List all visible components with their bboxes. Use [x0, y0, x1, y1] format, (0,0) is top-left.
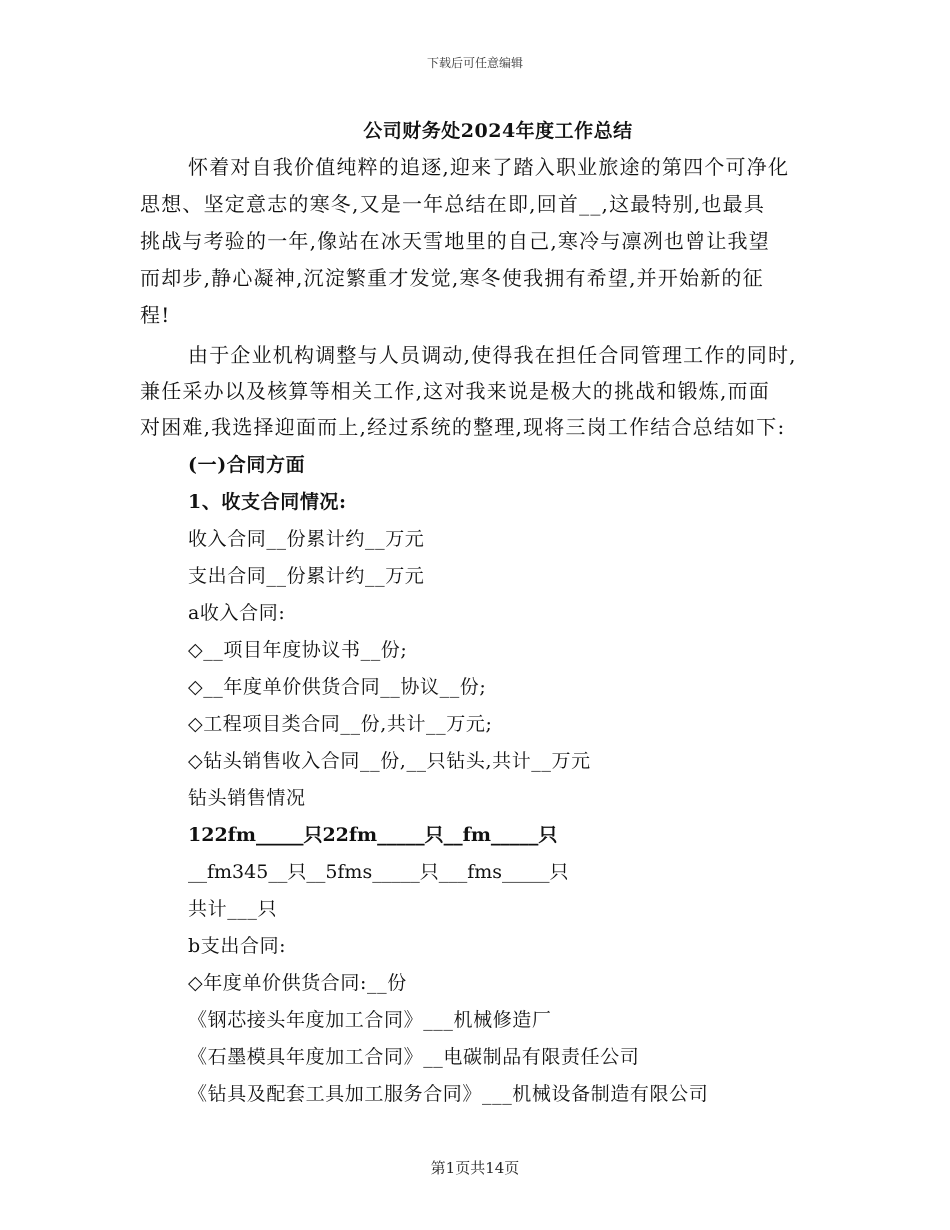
section-heading: (一)合同方面	[188, 454, 306, 476]
paragraph-1-line-1: 怀着对自我价值纯粹的追逐,迎来了踏入职业旅途的第四个可净化	[188, 155, 790, 179]
page-header: 下载后可任意编辑	[426, 56, 523, 70]
paragraph-1-line-4: 而却步,静心凝神,沉淀繁重才发觉,寒冬使我拥有希望,并开始新的征	[140, 266, 764, 290]
expense-item: 《钻具及配套工具加工服务合同》___机械设备制造有限公司	[188, 1083, 709, 1105]
income-summary: 收入合同__份累计约__万元	[188, 528, 425, 550]
income-item: ◇工程项目类合同__份,共计__万元;	[188, 713, 493, 735]
drill-sales-total: 共计___只	[188, 898, 278, 920]
drill-sales-label: 钻头销售情况	[188, 787, 306, 809]
income-item: ◇钻头销售收入合同__份,__只钻头,共计__万元	[188, 750, 591, 772]
paragraph-1-line-5: 程!	[140, 303, 171, 327]
drill-sales-line-2: __fm345__只__5fms_____只___fms_____只	[188, 861, 569, 883]
income-item: ◇__年度单价供货合同__协议__份;	[188, 676, 487, 698]
drill-sales-line-1: 122fm_____只22fm_____只__fm_____只	[188, 824, 558, 846]
expense-contracts-label: b支出合同:	[188, 935, 287, 957]
expense-item: ◇年度单价供货合同:__份	[188, 972, 407, 994]
subsection-heading: 1、收支合同情况:	[188, 491, 347, 513]
paragraph-2-line-2: 兼任采办以及核算等相关工作,这对我来说是极大的挑战和锻炼,而面	[140, 379, 770, 403]
expense-item: 《钢芯接头年度加工合同》___机械修造厂	[188, 1009, 552, 1031]
income-item: ◇__项目年度协议书__份;	[188, 639, 408, 661]
paragraph-1-line-3: 挑战与考验的一年,像站在冰天雪地里的自己,寒冷与凛冽也曾让我望	[140, 229, 770, 253]
paragraph-1-line-2: 思想、坚定意志的寒冬,又是一年总结在即,回首__,这最特别,也最具	[140, 192, 766, 216]
page-footer: 第1页共14页	[430, 1159, 520, 1177]
expense-item: 《石墨模具年度加工合同》__电碳制品有限责任公司	[188, 1046, 640, 1068]
document-title: 公司财务处2024年度工作总结	[363, 120, 633, 142]
expense-summary: 支出合同__份累计约__万元	[188, 565, 425, 587]
income-contracts-label: a收入合同:	[188, 602, 286, 624]
paragraph-2-line-3: 对困难,我选择迎面而上,经过系统的整理,现将三岗工作结合总结如下:	[140, 415, 786, 439]
paragraph-2-line-1: 由于企业机构调整与人员调动,使得我在担任合同管理工作的同时,	[188, 343, 797, 367]
